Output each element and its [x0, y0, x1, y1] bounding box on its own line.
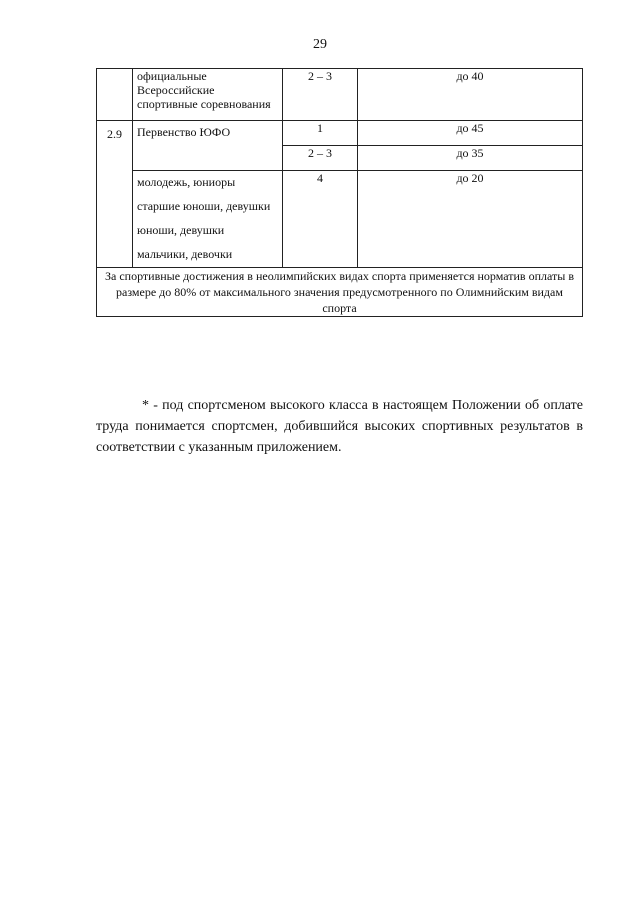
table-cell-pay: до 45 [358, 121, 583, 146]
table-cell-age-groups [133, 171, 283, 268]
table-cell-pay: до 35 [358, 146, 583, 171]
table-cell-place: 4 [283, 171, 358, 268]
competition-line: Всероссийские [137, 83, 215, 97]
table-row-note [97, 268, 583, 317]
table-row [97, 121, 583, 146]
payment-table [96, 68, 583, 317]
footnote: * - под спортсменом высокого класса в настоящем Положении об оплате труда понимается спортсмен, добившийся высоких спортивных результатов в соответствии с указанным приложением. [96, 398, 583, 455]
table-cell-pay: до 40 [358, 69, 583, 121]
table-cell-num [97, 69, 133, 121]
table-cell-pay: до 20 [358, 171, 583, 268]
table-cell-competition [133, 69, 283, 121]
table-row [97, 171, 583, 268]
table-cell-competition: Первенство ЮФО [133, 121, 283, 171]
table-cell-num: 2.9 [97, 121, 133, 268]
age-group: мальчики, девочки [137, 247, 233, 261]
age-group: юноши, девушки [137, 223, 225, 237]
competition-line: спортивные соревнования [137, 97, 271, 111]
competition-line: официальные [137, 69, 207, 83]
age-group: молодежь, юниоры [137, 175, 236, 189]
table-note: За спортивные достижения в неолимпийских видах спорта применяется норматив оплаты в размере до 80% от максимального значения предусмотренного по Олимнийским видам спорта [97, 268, 583, 317]
table-row [97, 69, 583, 121]
table-cell-place: 2 – 3 [283, 146, 358, 171]
table-cell-place: 1 [283, 121, 358, 146]
table-cell-place: 2 – 3 [283, 69, 358, 121]
age-group: старшие юноши, девушки [137, 199, 271, 213]
page-number: 29 [313, 37, 327, 52]
